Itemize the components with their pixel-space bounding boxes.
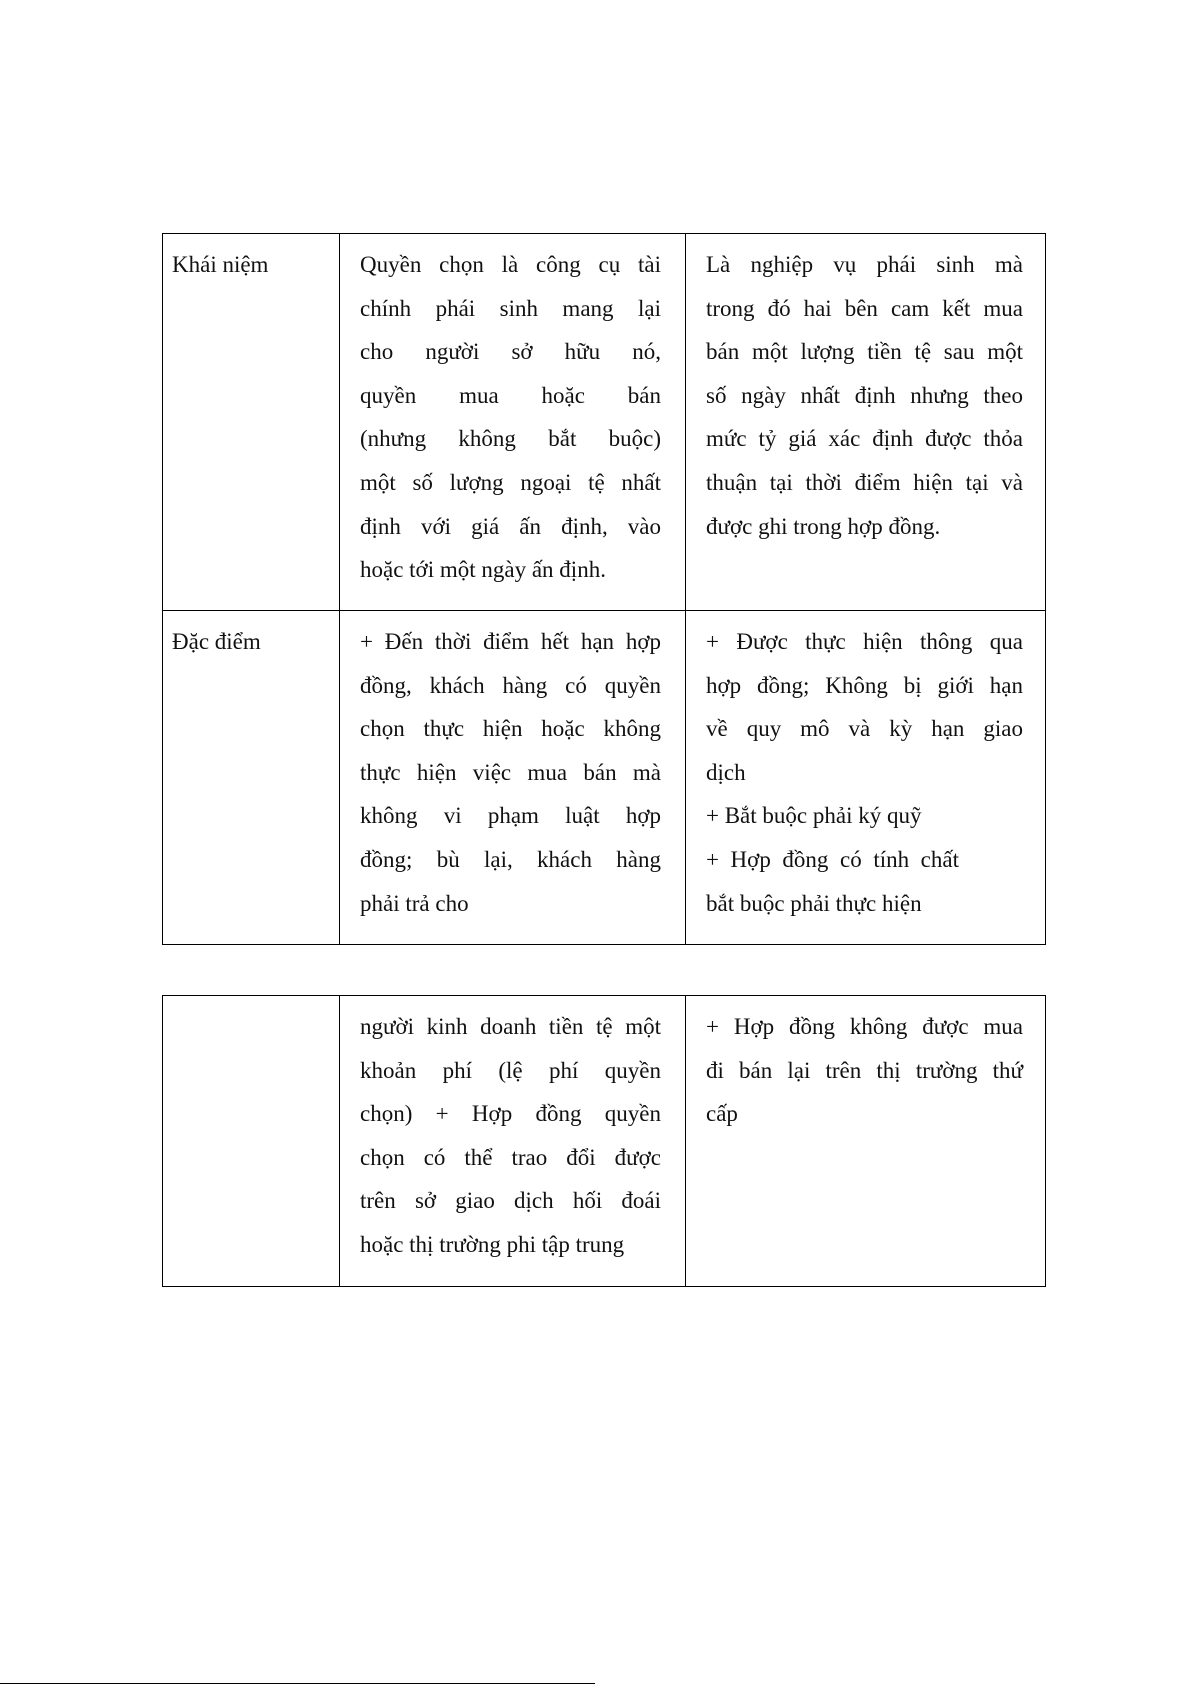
text-line: cho người sở hữu nó, — [360, 339, 661, 365]
text-line: thuận tại thời điểm hiện tại và — [706, 469, 1023, 495]
forward-cell — [686, 996, 1046, 1287]
text-line: mức tỷ giá xác định được thỏa — [706, 426, 1023, 452]
text-line: phải trả cho — [360, 890, 469, 916]
forward-cell — [686, 234, 1046, 611]
row-label-cell — [163, 611, 340, 945]
text-line: Là nghiệp vụ phái sinh mà — [706, 252, 1023, 277]
text-line: + Đến thời điểm hết hạn hợp — [360, 629, 661, 654]
text-line: không vi phạm luật hợp — [360, 803, 661, 829]
text-line: số ngày nhất định nhưng theo — [706, 382, 1023, 408]
row-label-cell — [163, 234, 340, 611]
text-line: Quyền chọn là công cụ tài — [360, 252, 661, 277]
row-label: Khái niệm — [172, 252, 269, 277]
row-label: Đặc điểm — [172, 629, 261, 654]
text-line: + Được thực hiện thông qua — [706, 629, 1023, 654]
text-line: đi bán lại trên thị trường thứ — [706, 1057, 1023, 1083]
option-cell — [340, 234, 686, 611]
text-line: được ghi trong hợp đồng. — [706, 513, 941, 539]
text-line: đồng, khách hàng có quyền — [360, 672, 661, 698]
table-row — [163, 996, 1046, 1287]
footnote-separator — [0, 1683, 595, 1684]
text-line — [706, 838, 1023, 882]
text-line: bắt buộc phải thực hiện — [706, 890, 922, 916]
text-line: chính phái sinh mang lại — [360, 295, 661, 321]
table-row — [163, 234, 1046, 611]
text-line: hoặc thị trường phi tập trung — [360, 1231, 625, 1257]
option-cell — [340, 996, 686, 1287]
text-line: trên sở giao dịch hối đoái — [360, 1188, 661, 1214]
text-line-inner: + Hợp đồng có tính chất — [706, 846, 959, 872]
text-line: định với giá ấn định, vào — [360, 513, 661, 539]
text-line: một số lượng ngoại tệ nhất — [360, 469, 661, 495]
comparison-table-continued — [162, 995, 1046, 1287]
text-line: quyền mua hoặc bán — [360, 382, 661, 408]
text-line: thực hiện việc mua bán mà — [360, 759, 661, 785]
text-line: chọn) + Hợp đồng quyền — [360, 1101, 661, 1127]
text-line: hợp đồng; Không bị giới hạn — [706, 672, 1023, 698]
text-line: đồng; bù lại, khách hàng — [360, 846, 661, 872]
text-line: + Bắt buộc phải ký quỹ — [706, 803, 922, 829]
row-label-cell — [163, 996, 340, 1287]
text-line: dịch — [706, 759, 746, 785]
text-line: chọn thực hiện hoặc không — [360, 716, 661, 742]
table-row — [163, 611, 1046, 945]
comparison-table — [162, 233, 1046, 945]
forward-cell — [686, 611, 1046, 945]
text-line: về quy mô và kỳ hạn giao — [706, 716, 1023, 742]
text-line: khoản phí (lệ phí quyền — [360, 1057, 661, 1083]
option-cell — [340, 611, 686, 945]
text-line: cấp — [706, 1101, 738, 1127]
text-line: bán một lượng tiền tệ sau một — [706, 339, 1023, 365]
text-line: (nhưng không bắt buộc) — [360, 426, 661, 452]
text-line: người kinh doanh tiền tệ một — [360, 1014, 661, 1039]
text-line: + Hợp đồng không được mua — [706, 1014, 1023, 1039]
text-line: chọn có thể trao đổi được — [360, 1144, 661, 1170]
text-line: trong đó hai bên cam kết mua — [706, 295, 1023, 321]
text-line: hoặc tới một ngày ấn định. — [360, 557, 606, 583]
